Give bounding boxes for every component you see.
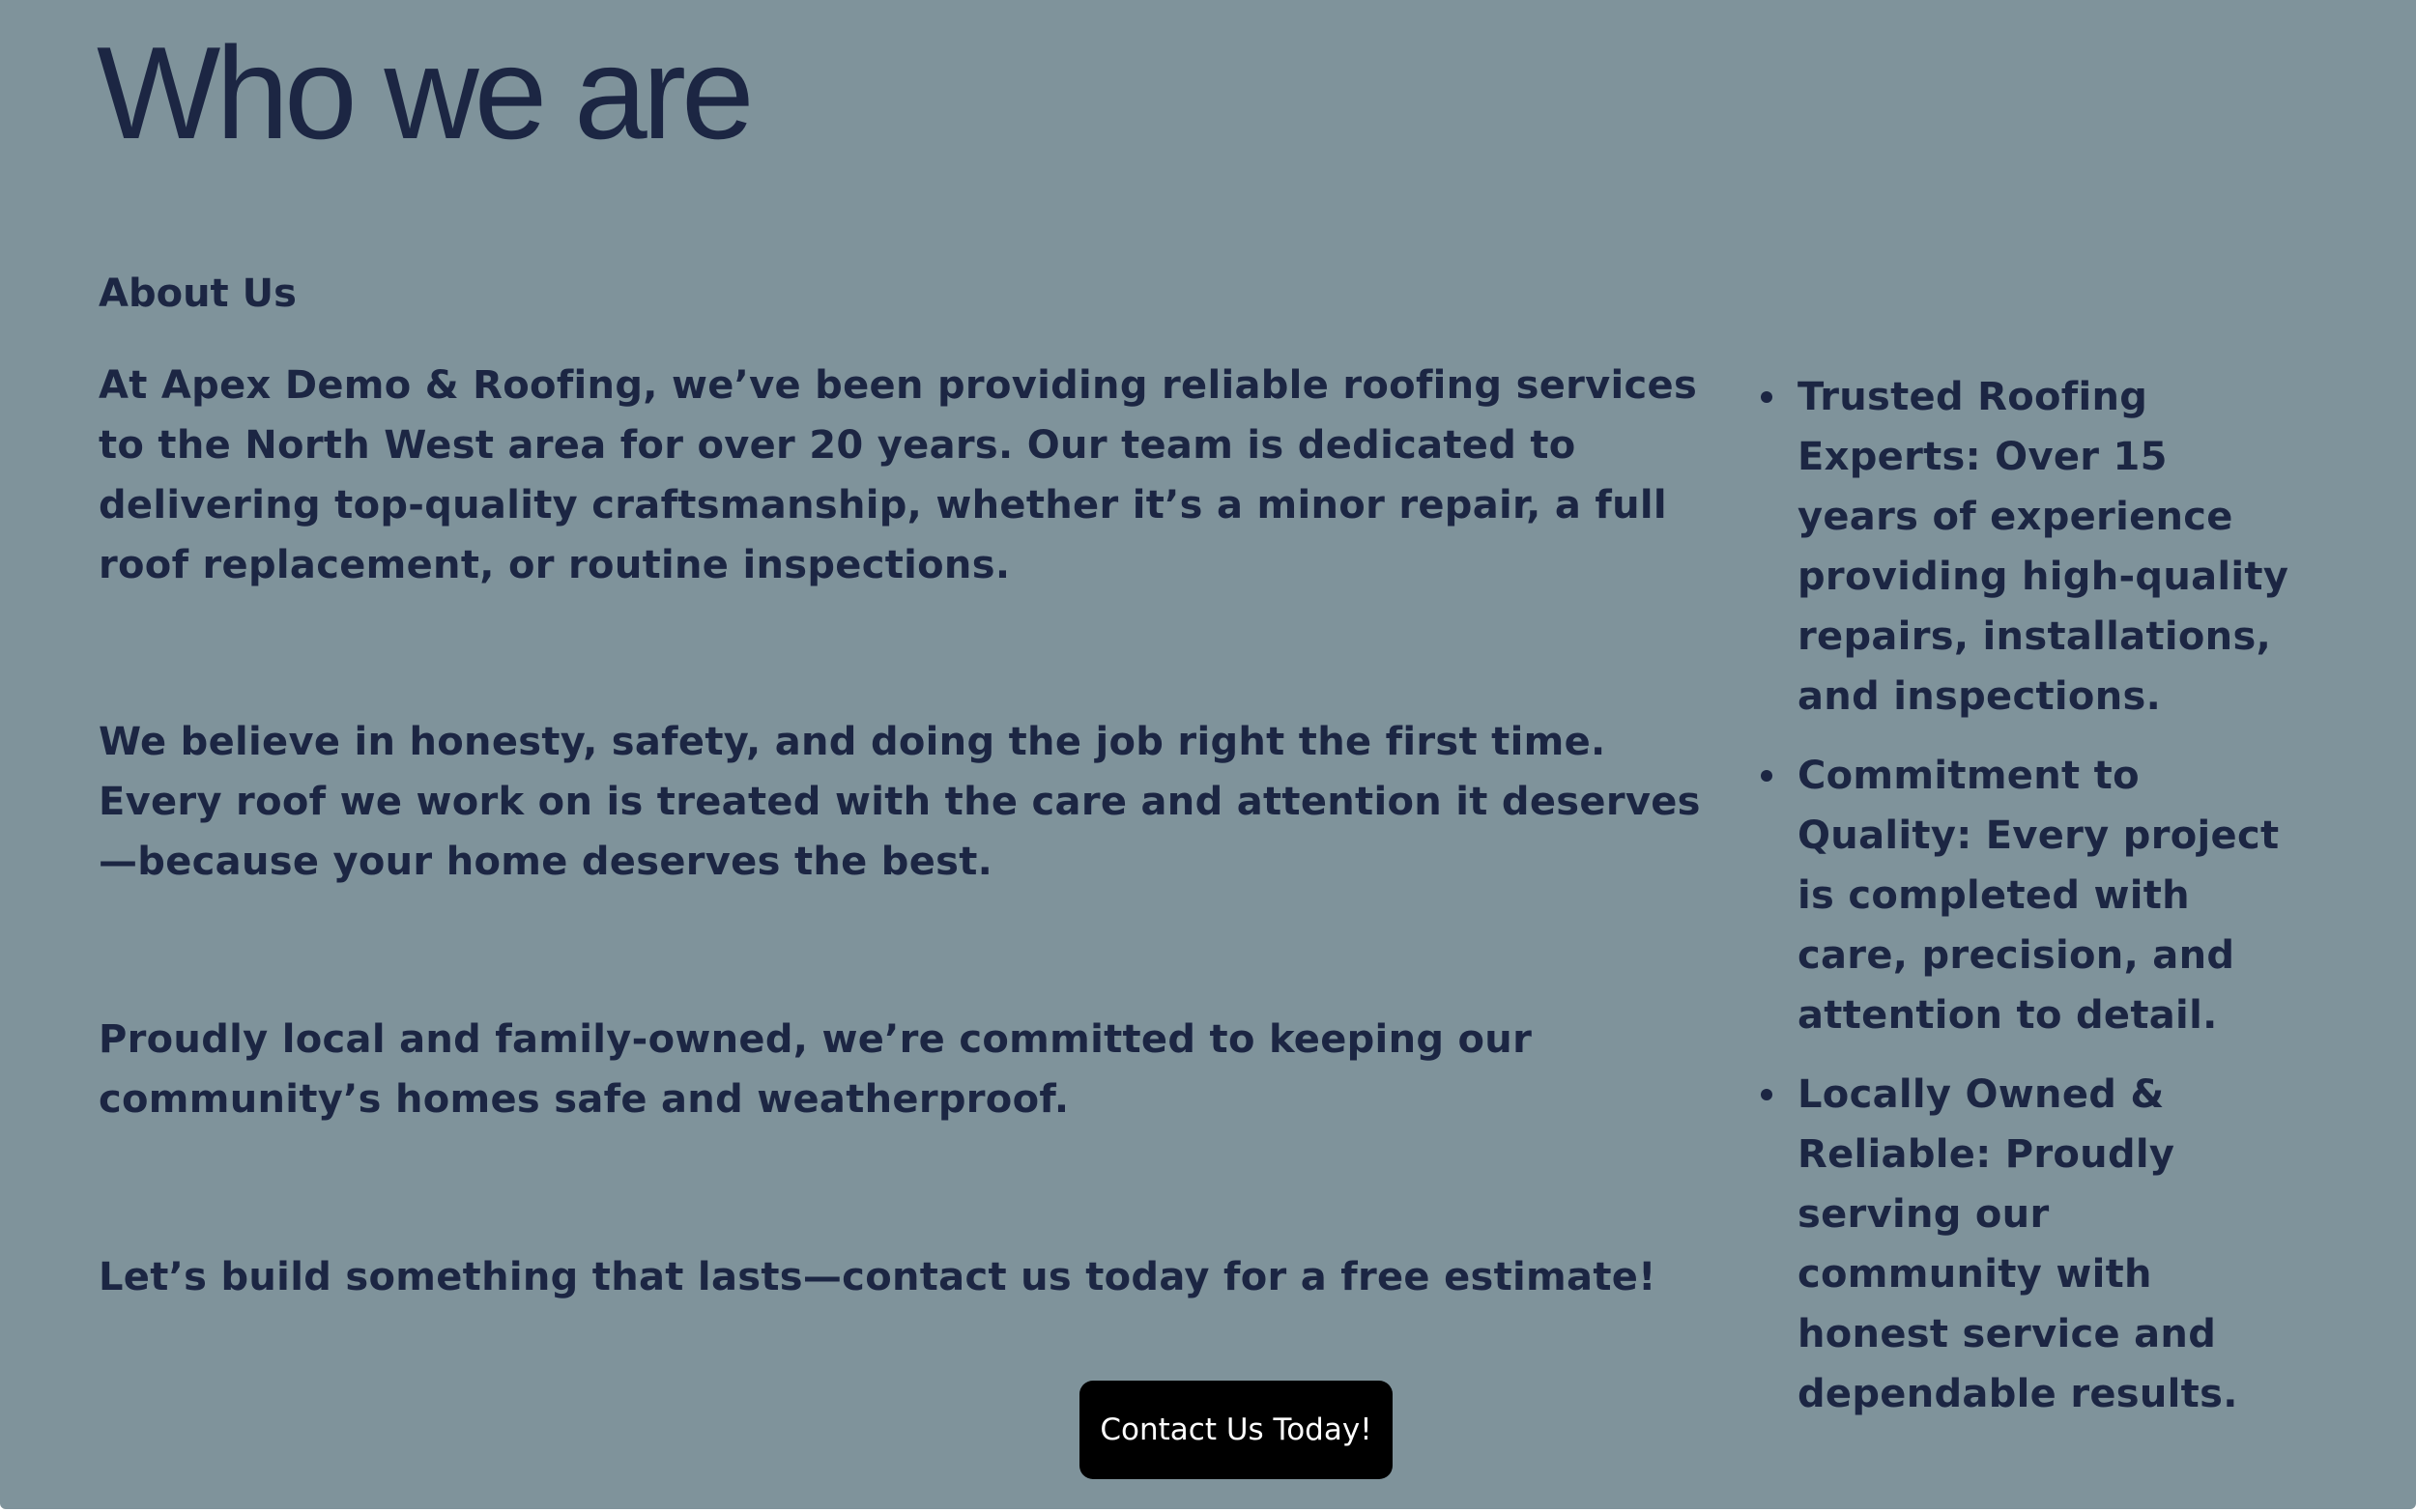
about-paragraph: We believe in honesty, safety, and doing the job right the first time. Every roof we work on is treated with the care and attention it deserves—because your home deserves the best. <box>99 720 1701 884</box>
feature-text: Locally Owned & Reliable: Proudly serving our community with honest service and dependable results. <box>1798 1072 2238 1416</box>
section-heading: Who we are <box>97 19 750 166</box>
feature-text: Commitment to Quality: Every project is completed with care, precision, and attention to detail. <box>1798 754 2280 1038</box>
list-item <box>1759 1065 2300 1424</box>
bullet-icon <box>1761 1089 1772 1100</box>
features-list <box>1759 367 2300 1424</box>
list-item <box>1759 367 2300 727</box>
list-item <box>1759 746 2300 1045</box>
about-paragraph: At Apex Demo & Roofing, we’ve been providing reliable roofing services to the North West area for over 20 years. Our team is dedicated to delivering top-quality craftsmanship, whether it’s a minor repair, a full roof replacement, or routine inspections. <box>99 363 1698 587</box>
features-column <box>1759 367 2300 1443</box>
about-paragraph: Let’s build something that lasts—contact us today for a free estimate! <box>99 1255 1656 1299</box>
about-us-subheading: About Us <box>99 271 297 316</box>
about-paragraph: Proudly local and family-owned, we’re committed to keeping our community’s homes safe and weatherproof. <box>99 1017 1533 1122</box>
bullet-icon <box>1761 391 1772 403</box>
contact-us-button[interactable]: Contact Us Today! <box>1079 1381 1393 1479</box>
bullet-icon <box>1761 770 1772 782</box>
feature-text: Trusted Roofing Experts: Over 15 years of experience providing high-quality repairs, installations, and inspections. <box>1798 375 2289 719</box>
